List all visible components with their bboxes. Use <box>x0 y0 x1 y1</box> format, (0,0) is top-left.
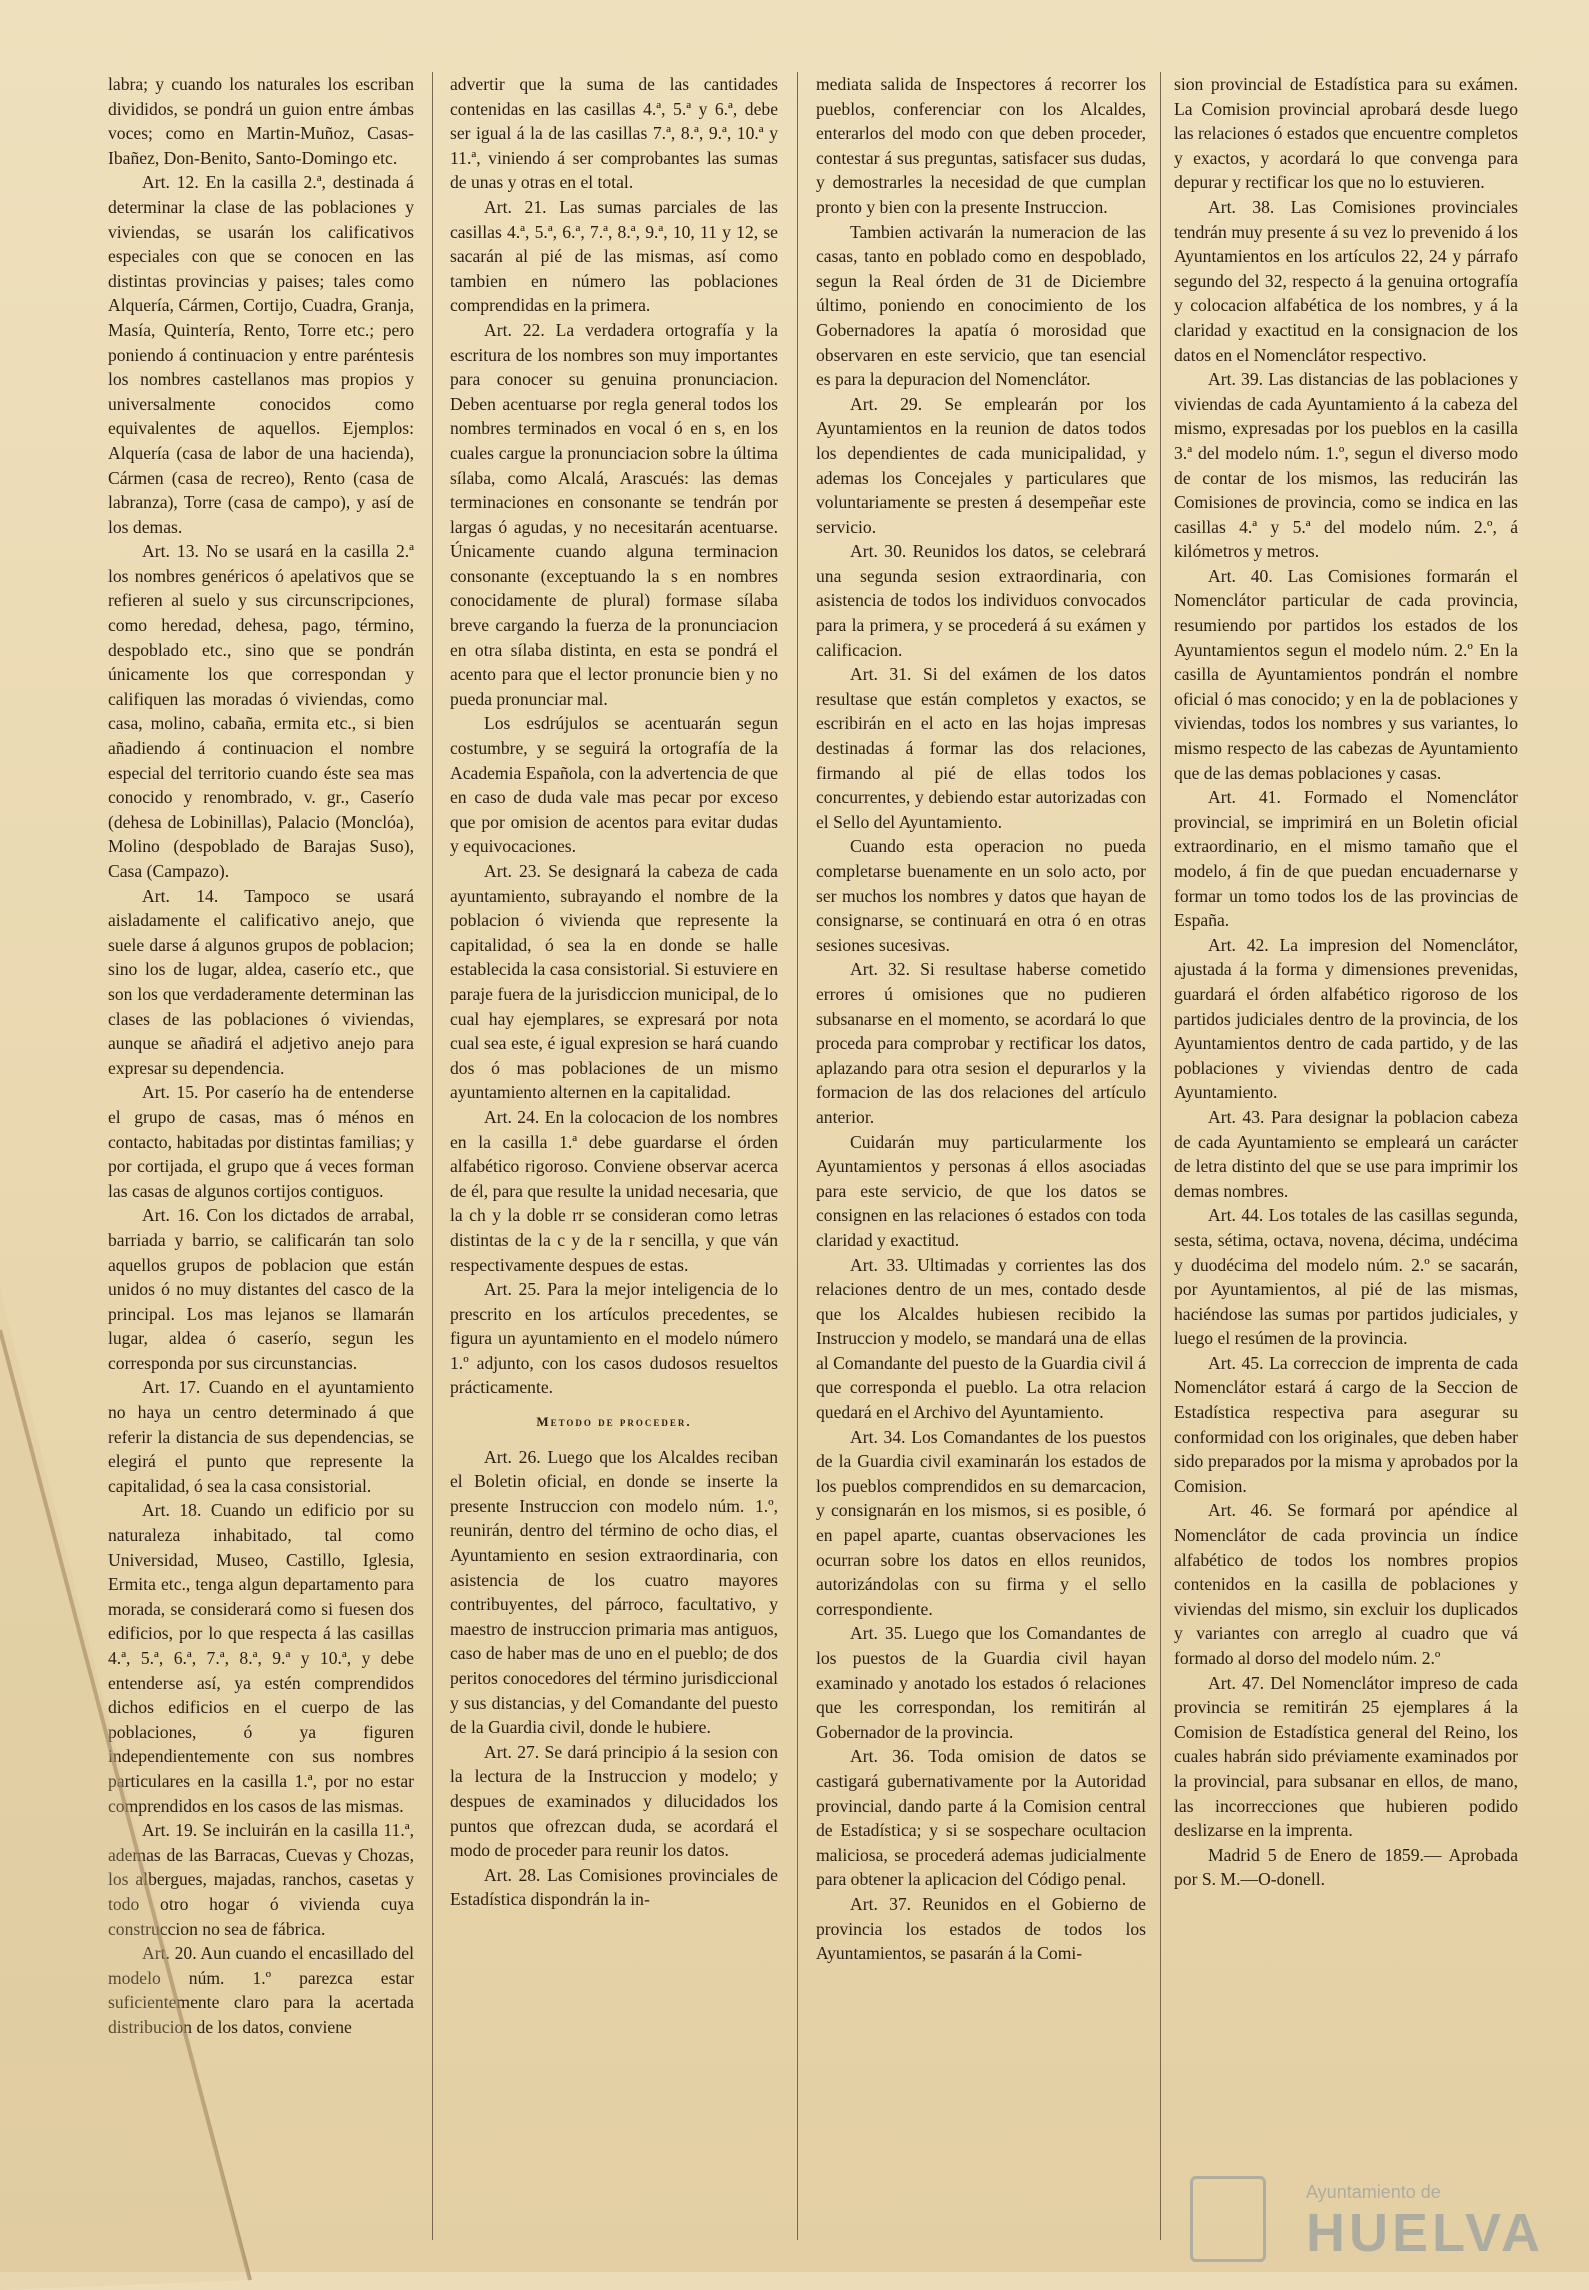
article-paragraph: Los esdrújulos se acentuarán segun costumbre, y se seguirá la ortografía de la Academia Española, con la advertencia de que en caso de duda vale mas pecar por exceso que por omision de acentos para evitar dudas y equivocaciones. <box>450 713 778 857</box>
text-column-2 <box>450 72 778 2262</box>
article-paragraph: Art. 38. Las Comisiones provinciales tendrán muy presente á su vez lo prevenido á los Ayuntamientos en los artículos 22, 24 y párrafo segundo del 32, respecto á la genuina ortografía y colocacion alfabética de los nombres, y á la claridad y exactitud en la consignacion de los datos en el Nomenclátor respectivo. <box>1174 196 1518 365</box>
archive-watermark <box>1190 2168 1544 2263</box>
column-rule <box>797 72 798 2240</box>
article-paragraph: Art. 20. Aun cuando el encasillado del modelo núm. 1.º parezca estar suficientemente claro para la acertada distribucion de los datos, conviene <box>108 1943 414 2037</box>
article-paragraph: Art. 24. En la colocacion de los nombres en la casilla 1.ª debe guardarse el órden alfabético rigoroso. Conviene observar acerca de él, para que resulte la unidad necesaria, que la ch y la doble rr se consideran como letras distintas de la c y de la r sencilla, y que ván respectivamente despues de estas. <box>450 1106 778 1275</box>
article-paragraph: Art. 33. Ultimadas y corrientes las dos relaciones dentro de un mes, contado desde que los Alcaldes hubiesen recibido la Instruccion y modelo, se mandará una de ellas al Comandante del puesto de la Guardia civil á que corresponda el pueblo. La otra relacion quedará en el Archivo del Ayuntamiento. <box>816 1254 1146 1423</box>
article-paragraph: Art. 34. Los Comandantes de los puestos de la Guardia civil examinarán los estados de los pueblos comprendidos en su demarcacion, y consignarán en los mismos, si es posible, ó en papel aparte, cuantas observaciones les ocurran sobre los datos en ellos reunidos, autorizándolas con su firma y el sello correspondiente. <box>816 1426 1146 1619</box>
article-paragraph: labra; y cuando los naturales los escriban divididos, se pondrá un guion entre ámbas voces; como en Martin-Muñoz, Casas-Ibañez, Don-Benito, Santo-Domingo etc. <box>108 74 414 168</box>
article-paragraph: Art. 44. Los totales de las casillas segunda, sesta, sétima, octava, novena, décima, undécima y duodécima del modelo núm. 2.º se sacarán, por Ayuntamientos, al pié de las mismas, haciéndose las sumas por partidos judiciales, y luego el resúmen de la provincia. <box>1174 1205 1518 1349</box>
article-paragraph: Art. 42. La impresion del Nomenclátor, ajustada á la forma y dimensiones prevenidas, guardará el órden alfabético rigoroso de los partidos judiciales dentro de la provincia, de los Ayuntamientos dentro de cada partido, y de las poblaciones y viviendas dentro de cada Ayuntamiento. <box>1174 934 1518 1103</box>
article-paragraph: Art. 32. Si resultase haberse cometido errores ú omisiones que no pudieren subsanarse en el momento, se acordará lo que proceda para comprobar y rectificar los datos, aplazando para otra sesion el depurarlos y la formacion de las dos relaciones del artículo anterior. <box>816 959 1146 1127</box>
article-paragraph: Art. 47. Del Nomenclátor impreso de cada provincia se remitirán 25 ejemplares á la Comision de Estadística general del Reino, los cuales habrán sido préviamente examinados por la provincial, para subsanar en ellos, de mano, las incorrecciones que hubieren podido deslizarse en la imprenta. <box>1174 1672 1518 1841</box>
article-paragraph: Art. 15. Por caserío ha de entenderse el grupo de casas, mas ó ménos en contacto, habitadas por distintas familias; y por cortijada, el grupo que á veces forman las casas de algunos cortijos contiguos. <box>108 1082 414 1201</box>
article-paragraph: Art. 18. Cuando un edificio por su naturaleza inhabitado, tal como Universidad, Museo, Castillo, Iglesia, Ermita etc., tenga algun departamento para morada, se considerará como si fuesen dos edificios, por lo que respecta á las casillas 4.ª, 5.ª, 6.ª, 7.ª, 8.ª, 9.ª y 10.ª, y debe entenderse así, ya estén comprendidos dichos edificios en el cuerpo de las poblaciones, ó ya figuren independientemente con sus nombres particulares en la casilla 1.ª, por no estar comprendidos en los casos de las mismas. <box>108 1500 414 1816</box>
text-column-4 <box>1174 72 1518 2262</box>
watermark-small-text: Ayuntamiento de <box>1306 2182 1441 2202</box>
article-paragraph: Art. 23. Se designará la cabeza de cada ayuntamiento, subrayando el nombre de la poblacion ó vivienda que represente la capitalidad, ó sea la en donde se halle establecida la casa consistorial. Si estuviere en paraje fuera de la jurisdiccion municipal, de lo cual hay ejemplares, se expresará por nota cual sea este, é igual expresion se hará cuando dos ó mas poblaciones de un mismo ayuntamiento alternen en la capitalidad. <box>450 861 778 1103</box>
column-rule <box>432 72 433 2240</box>
article-paragraph: Art. 28. Las Comisiones provinciales de Estadística dispondrán la in- <box>450 1864 778 1910</box>
article-paragraph: advertir que la suma de las cantidades contenidas en las casillas 4.ª, 5.ª y 6.ª, debe ser igual á la de las casillas 7.ª, 8.ª, 9.ª, 10.ª y 11.ª, viniendo á ser comprobantes las sumas de unas y otras en el total. <box>450 74 778 193</box>
watermark-big-text: HUELVA <box>1306 2203 1544 2263</box>
article-paragraph: Art. 39. Las distancias de las poblaciones y viviendas de cada Ayuntamiento á la cabeza del mismo, expresadas por los pueblos en la casilla 3.ª del modelo núm. 1.º, segun el diverso modo de contar de los mismos, las reducirán las Comisiones de provincia, como se indica en las casillas 4.ª y 5.ª del modelo núm. 2.º, á kilómetros y metros. <box>1174 369 1518 562</box>
article-paragraph: Art. 12. En la casilla 2.ª, destinada á determinar la clase de las poblaciones y viviendas, se usarán los calificativos especiales con que se conocen en las distintas provincias y paises; tales como Alquería, Cármen, Cortijo, Cuadra, Granja, Masía, Quintería, Rento, Torre etc.; pero poniendo á continuacion y entre paréntesis los nombres castellanos mas propios y universalmente conocidos como equivalentes de aquellos. Ejemplos: Alquería (casa de labor de una hacienda), Cármen (casa de recreo), Rento (casa de labranza), Torre (casa de campo), y así de los demas. <box>108 172 414 537</box>
column-rule <box>1160 72 1161 2240</box>
article-paragraph: Tambien activarán la numeracion de las casas, tanto en poblado como en despoblado, segun la Real órden de 31 de Diciembre último, poniendo en conocimiento de los Gobernadores la apatía ó morosidad que observaren en este servicio, que tan esencial es para la depuracion del Nomenclátor. <box>816 221 1146 390</box>
article-paragraph: sion provincial de Estadística para su exámen. La Comision provincial aprobará desde luego las relaciones ó estados que encuentre completos y exactos, y acordará lo que convenga para depurar y rectificar los que no lo estuvieren. <box>1174 74 1518 193</box>
article-paragraph: Madrid 5 de Enero de 1859.— Aprobada por S. M.—O-donell. <box>1174 1844 1518 1890</box>
article-paragraph: mediata salida de Inspectores á recorrer los pueblos, conferenciar con los Alcaldes, enterarlos del modo con que deben proceder, contestar á sus preguntas, satisfacer sus dudas, y demostrarles la necesidad de que cumplan pronto y bien con la presente Instruccion. <box>816 74 1146 217</box>
article-paragraph: Cuando esta operacion no pueda completarse buenamente en un solo acto, por ser muchos los nombres y datos que hayan de consignarse, se continuará en otra ó en otras sesiones sucesivas. <box>816 836 1146 955</box>
article-paragraph: Art. 35. Luego que los Comandantes de los puestos de la Guardia civil hayan examinado y anotado los estados ó relaciones que les correspondan, los remitirán al Gobernador de la provincia. <box>816 1623 1146 1742</box>
article-paragraph: Art. 41. Formado el Nomenclátor provincial, se imprimirá en un Boletin oficial extraordinario, en el mismo tamaño que el modelo, á fin de que puedan encuadernarse y formar un tomo todos los de las provincias de España. <box>1174 787 1518 931</box>
text-column-1 <box>108 72 414 2262</box>
article-paragraph: Art. 37. Reunidos en el Gobierno de provincia los estados de todos los Ayuntamientos, se pasarán á la Comi- <box>816 1893 1146 1964</box>
article-paragraph: Art. 16. Con los dictados de arrabal, barriada y barrio, se calificarán tan solo aquellos grupos de poblacion que están unidos ó no muy distantes del casco de la principal. Los mas lejanos se llamarán lugar, aldea ó caserío, segun les corresponda por sus circunstancias. <box>108 1205 414 1373</box>
article-paragraph: Art. 30. Reunidos los datos, se celebrará una segunda sesion extraordinaria, con asistencia de todos los individuos convocados para la primera, y se procederá á su exámen y calificacion. <box>816 541 1146 660</box>
article-paragraph: Art. 26. Luego que los Alcaldes reciban el Boletin oficial, en donde se inserte la presente Instruccion con modelo núm. 1.º, reunirán, dentro del término de ocho dias, el Ayuntamiento en sesion extraordinaria, con asistencia de los cuatro mayores contribuyentes, del párroco, facultativo, y maestro de instruccion primaria mas antiguos, caso de haber mas de uno en el pueblo; de dos peritos conocedores del término jurisdiccional y sus distancias, y del Comandante del puesto de la Guardia civil, donde le hubiere. <box>450 1446 778 1738</box>
section-heading: Metodo de proceder. <box>536 1414 692 1430</box>
article-paragraph: Art. 43. Para designar la poblacion cabeza de cada Ayuntamiento se empleará un carácter de letra distinto del que se use para imprimir los demas nombres. <box>1174 1106 1518 1201</box>
article-paragraph: Art. 22. La verdadera ortografía y la escritura de los nombres son muy importantes para conocer su genuina pronunciacion. Deben acentuarse por regla general todos los nombres terminados en vocal ó en s, en los cuales cargue la pronunciacion sobre la última sílaba, como Alcalá, Arascués: las demas terminaciones en consonante se tendrán por largas ó agudas, y no necesitarán acentuarse. Únicamente cuando alguna terminacion consonante (exceptuando la s en nombres conocidamente de plural) formase sílaba breve cargando la fuerza de la pronunciacion en otra sílaba distinta, en esta se pondrá el acento para que el lector pronuncie bien y no pueda pronunciar mal. <box>450 319 778 709</box>
article-paragraph: Art. 27. Se dará principio á la sesion con la lectura de la Instruccion y modelo; y despues de examinados y dilucidados los puntos que ofrezcan duda, se acordará el modo de proceder para reunir los datos. <box>450 1741 778 1861</box>
article-paragraph: Art. 21. Las sumas parciales de las casillas 4.ª, 5.ª, 6.ª, 7.ª, 8.ª, 9.ª, 10, 11 y 12, se sacarán al pié de las mismas, así como tambien en número las poblaciones comprendidas en la primera. <box>450 196 778 316</box>
article-paragraph: Art. 14. Tampoco se usará aisladamente el calificativo anejo, que suele darse á algunos grupos de poblacion; sino los de lugar, aldea, caserío etc., que son los que verdaderamente determinan las clases de las poblaciones ó viviendas, aunque se añadirá el adjetivo anejo para expresar su dependencia. <box>108 885 414 1078</box>
article-paragraph: Art. 29. Se emplearán por los Ayuntamientos en la reunion de datos todos los dependientes de cada municipalidad, y ademas los Concejales y particulares que voluntariamente se presten á desempeñar este servicio. <box>816 393 1146 537</box>
text-column-3 <box>816 72 1146 2262</box>
article-paragraph: Cuidarán muy particularmente los Ayuntamientos y personas á ellos asociadas para este servicio, de que los datos se consignen en las relaciones ó estados con toda claridad y exactitud. <box>816 1131 1146 1250</box>
article-paragraph: Art. 46. Se formará por apéndice al Nomenclátor de cada provincia un índice alfabético de todos los nombres propios contenidos en la casilla de poblaciones y viviendas del mismo, sin excluir los duplicados y variantes con arreglo al cuadro que vá formado al dorso del modelo núm. 2.º <box>1174 1500 1518 1668</box>
article-paragraph: Art. 13. No se usará en la casilla 2.ª los nombres genéricos ó apelativos que se refieren al suelo y sus circunscripciones, como heredad, dehesa, pago, término, despoblado etc., sino que se pondrán únicamente los que correspondan y califiquen las moradas ó viviendas, como casa, molino, cabaña, ermita etc., si bien añadiendo á continuacion el nombre especial del territorio cuando éste sea mas conocido y renombrado, v. gr., Caserío (dehesa de Lobinillas), Palacio (Monclóa), Molino (despoblado de Barajas Suso), Casa (Campazo). <box>108 541 414 881</box>
coat-of-arms-icon <box>1190 2176 1266 2262</box>
article-paragraph: Art. 31. Si del exámen de los datos resultase que están completos y exactos, se escribirán en el acto en las hojas impresas destinadas á formar las dos relaciones, firmando al pié de ellas todos los concurrentes, y debiendo estar autorizadas con el Sello del Ayuntamiento. <box>816 664 1146 832</box>
article-paragraph: Art. 19. Se incluirán en la casilla 11.ª, ademas de las Barracas, Cuevas y Chozas, los albergues, majadas, ranchos, casetas y todo otro hogar ó vivienda cuya construccion no sea de fábrica. <box>108 1820 414 1939</box>
article-paragraph: Art. 45. La correccion de imprenta de cada Nomenclátor estará á cargo de la Seccion de Estadística respectiva para asegurar su conformidad con los originales, que deben haber sido preparados por la misma y aprobados por la Comision. <box>1174 1352 1518 1496</box>
article-paragraph: Art. 17. Cuando en el ayuntamiento no haya un centro determinado á que referir la distancia de sus dependencias, se elegirá el punto que represente la capitalidad, ó sea la casa consistorial. <box>108 1377 414 1496</box>
article-paragraph: Art. 40. Las Comisiones formarán el Nomenclátor particular de cada provincia, resumiendo por partidos los estados de los Ayuntamientos segun el modelo núm. 2.º En la casilla de Ayuntamientos pondrán el nombre oficial ó mas conocido; y en la de poblaciones y viviendas, todos los nombres y sus variantes, lo mismo respecto de las cabezas de Ayuntamiento que de las demas poblaciones y casas. <box>1174 565 1518 783</box>
article-paragraph: Art. 36. Toda omision de datos se castigará gubernativamente por la Autoridad provincial, dando parte á la Comision central de Estadística; y si se sospechare ocultacion maliciosa, se procederá ademas judicialmente para obtener la aplicacion del Código penal. <box>816 1746 1146 1890</box>
article-paragraph: Art. 25. Para la mejor inteligencia de lo prescrito en los artículos precedentes, se figura un ayuntamiento en el modelo número 1.º adjunto, con los casos dudosos resueltos prácticamente. <box>450 1279 778 1398</box>
